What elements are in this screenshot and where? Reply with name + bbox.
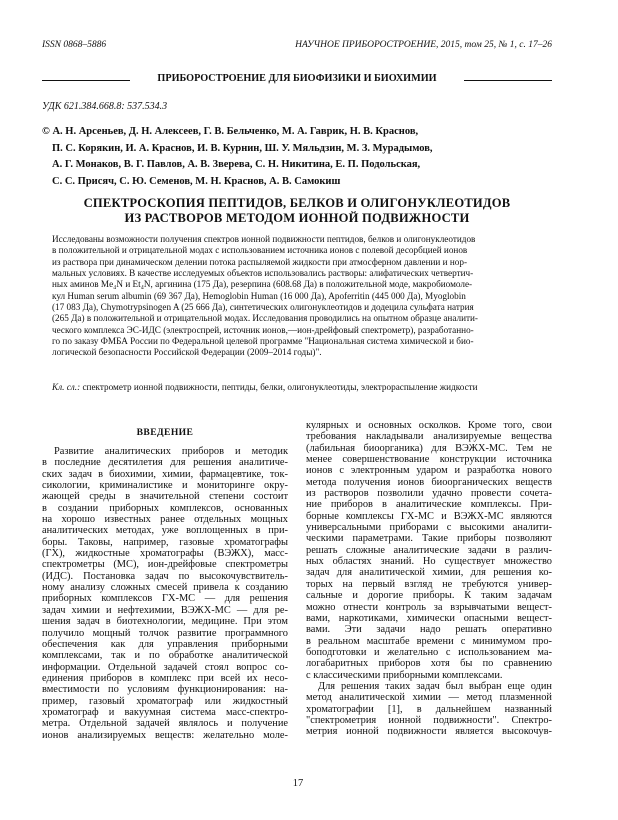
udk-code: УДК 621.384.668.8: 537.534.3 — [42, 101, 168, 112]
body-line: с классическими приборными комплексами. — [306, 669, 503, 681]
body-line: ских задач в биохимии, химии, фармацевтике, ток- — [42, 468, 288, 480]
body-line: можно отнести контроль за взрывчатыми вещест- — [306, 601, 552, 613]
body-line: вместимости по условиям функционирования: на- — [42, 684, 288, 696]
body-line: вами. Эти задачи надо решать оперативно — [306, 624, 552, 636]
body-line: хроматограф и вакуумная система масс-спектро- — [42, 706, 288, 718]
body-line: решать сложные аналитические задачи в различ- — [306, 544, 552, 556]
body-line: ных областях знаний. Но существует множество — [306, 556, 552, 568]
abstract-line: ных аминов Me₄N и Et₄N, аргинина (175 Да), резерпина (608.68 Да) в положительной моде, макробиомоле- — [52, 279, 473, 290]
body-line: хроматографии [1], в дальнейшем названный — [306, 703, 552, 715]
body-line: аналитических методах, уже воплощенных в при- — [42, 525, 288, 537]
abstract-line: мальных условиях. В качестве исследуемых объектов использовались растворы: алифатических четвертич- — [52, 268, 474, 279]
abstract-line: из раствора при динамическом делении потока распыляемой жидкости при атмосферном давлении и нор- — [52, 256, 468, 267]
body-line: метода получения ионов биоорганических веществ — [306, 476, 552, 488]
body-line: из растворов позволили удачно провести сочета- — [306, 488, 552, 500]
body-line: боподготовки и желательно с использованием ма- — [306, 646, 552, 658]
body-line: (лабильная биоорганика) для ВЭЖХ-МС. Тем не — [306, 442, 552, 454]
body-line: Развитие аналитических приборов и методик — [54, 446, 288, 457]
section-rule-left — [42, 80, 130, 81]
title-line: ИЗ РАСТВОРОВ МЕТОДОМ ИОННОЙ ПОДВИЖНОСТИ — [124, 211, 470, 225]
body-line: в реальном масштабе времени с минимумом про- — [306, 635, 552, 647]
body-line: сикологии, криминалистике и мониторинге окру- — [42, 480, 288, 492]
abstract-line: ческого комплекса ЭС-ИДС (электроспрей, источник ионов,—ион-дрейфовый спектрометр), разработанно- — [52, 324, 474, 335]
body-line: "спектрометрия ионной подвижности". Спектро- — [306, 714, 552, 726]
body-line: в создании приборных комплексов, основанных — [42, 502, 288, 514]
abstract-line: (265 Да) в положительной и отрицательной модах. Исследования проводились на опытном образце аналити- — [52, 313, 478, 324]
keywords-label: Кл. сл.: — [52, 382, 81, 392]
body-line: на хорошо известных ранее отдельных мощных — [42, 514, 288, 526]
right-column — [306, 420, 552, 738]
keywords-text: спектрометр ионной подвижности, пептиды, белки, олигонуклеотиды, электрораспыление жидкости — [82, 382, 478, 392]
body-line: пример, газовый хроматограф или жидкостный — [42, 695, 288, 707]
body-line: комплексами, так и по обработке аналитической — [42, 650, 288, 662]
keywords — [52, 382, 552, 392]
body-line: логабаритных приборов хотя бы по сравнению — [306, 658, 552, 670]
body-line: задач химии и нефтехимии, ВЭЖХ-МС — для ре- — [42, 604, 288, 616]
abstract — [52, 234, 546, 359]
title-line: СПЕКТРОСКОПИЯ ПЕПТИДОВ, БЕЛКОВ И ОЛИГОНУКЛЕОТИДОВ — [83, 196, 511, 210]
body-line: метрия ионной подвижности является высокочув- — [306, 726, 552, 738]
body-line: универсальными приборами с высокими аналити- — [306, 522, 552, 534]
body-line: ние приборов в аналитические комплексы. При- — [306, 499, 552, 511]
body-line: единения приборов в комплекс при всей их несо- — [42, 672, 288, 684]
body-line: ному анализу сложных смесей привела к созданию — [42, 582, 288, 594]
body-line: Для решения таких задач был выбран еще один — [318, 680, 552, 692]
body-line: менее совершенствование конструкции источника — [306, 454, 552, 466]
body-line: сальные и дорогие приборы. К таким задачам — [306, 590, 552, 602]
abstract-line: (17 083 Да), Chymotrypsinogen A (25 666 Да), синтетических олигонуклеотидов и додецила сульфата натрия — [52, 302, 474, 313]
section-title: ПРИБОРОСТРОЕНИЕ ДЛЯ БИОФИЗИКИ И БИОХИМИИ — [157, 73, 437, 84]
body-line: получило мощный толчок развитие программного — [42, 627, 288, 639]
page-number: 17 — [292, 778, 304, 789]
body-line: (ИДС). Постановка задач по высокочувствитель- — [42, 570, 288, 582]
abstract-line: го по заказу ФМБА России по Федеральной целевой программе "Национальная система химической и био- — [52, 336, 474, 347]
body-line: спектрометры (МС), ион-дрейфовые спектрометры — [42, 559, 288, 571]
body-line: шения задач в биотехнологии, медицине. При этом — [42, 616, 288, 628]
author-list — [42, 124, 552, 190]
left-column — [42, 420, 288, 741]
author-line: С. С. Присяч, С. Ю. Семенов, М. Н. Краснов, А. В. Самокиш — [52, 175, 341, 187]
body-line: борные комплексы ГХ-МС и ВЭЖХ-МС являются — [306, 510, 552, 522]
abstract-line: логической безопасности Российской Федерации (2009–2014 годы)". — [52, 347, 322, 358]
article-title — [42, 196, 552, 226]
author-line: © А. Н. Арсеньев, Д. Н. Алексеев, Г. В. Бельченко, М. А. Гаврик, Н. В. Краснов, — [42, 126, 419, 137]
body-line: задач для аналитической химии, для решения ко- — [306, 567, 552, 579]
abstract-line: Исследованы возможности получения спектров ионной подвижности пептидов, белков и олигонуклеотидов — [52, 234, 476, 244]
body-line: метод аналитической химии — метод плазменной — [306, 692, 552, 704]
body-line: вами, наркотиками, химически опасными вещест- — [306, 612, 552, 624]
body-line: ионов с электронным ударом и разработка нового — [306, 465, 552, 477]
journal-citation: НАУЧНОЕ ПРИБОРОСТРОЕНИЕ, 2015, том 25, № 1, c. 17–26 — [295, 40, 552, 50]
body-line: (ГХ), жидкостные хроматографы (ВЭЖХ), масс- — [42, 548, 288, 560]
abstract-line: в положительной и отрицательной модах с использованием источника ионов с полевой десорбцией ионов — [52, 245, 468, 256]
intro-heading: ВВЕДЕНИЕ — [136, 427, 194, 438]
body-line: метра. Отдельной задачей являлось и получение — [42, 718, 288, 730]
body-line: в последние десятилетия для решения аналитиче- — [42, 457, 288, 469]
issn: ISSN 0868–5886 — [42, 40, 107, 50]
body-line: боры. Таковы, например, газовые хроматографы — [42, 536, 288, 548]
body-line: жающей среды в значительной степени состоит — [42, 491, 288, 503]
abstract-line: кул Human serum albumin (69 367 Да), Hemoglobin Human (16 000 Да), Apoferritin (445 000 Да), Myoglobin — [52, 290, 466, 301]
author-line: П. С. Корякин, И. А. Краснов, И. В. Курнин, Ш. У. Мяльдзин, М. З. Мурадымов, — [52, 142, 433, 154]
body-line: кулярных и основных осколков. Кроме того, свои — [306, 420, 552, 431]
body-line: обеспечения как для управления приборными — [42, 638, 288, 650]
body-line: требования накладывали анализируемые вещества — [306, 431, 552, 443]
author-line: А. Г. Монаков, В. Г. Павлов, А. В. Зверева, С. Н. Никитина, Е. П. Подольская, — [52, 159, 421, 170]
section-rule-right — [464, 80, 552, 81]
section-banner — [42, 73, 552, 87]
body-line: ионов анализируемых веществ: желательно моле- — [42, 729, 288, 741]
body-line: приборных комплексов ГХ-МС — для решения — [42, 593, 288, 605]
body-line: торых на первый взгляд не требуются универ- — [306, 578, 552, 590]
body-line: информации. Отдельной задачей стоял вопрос со- — [42, 661, 288, 673]
body-line: ческими параметрами. Такие приборы позволяют — [306, 533, 552, 545]
